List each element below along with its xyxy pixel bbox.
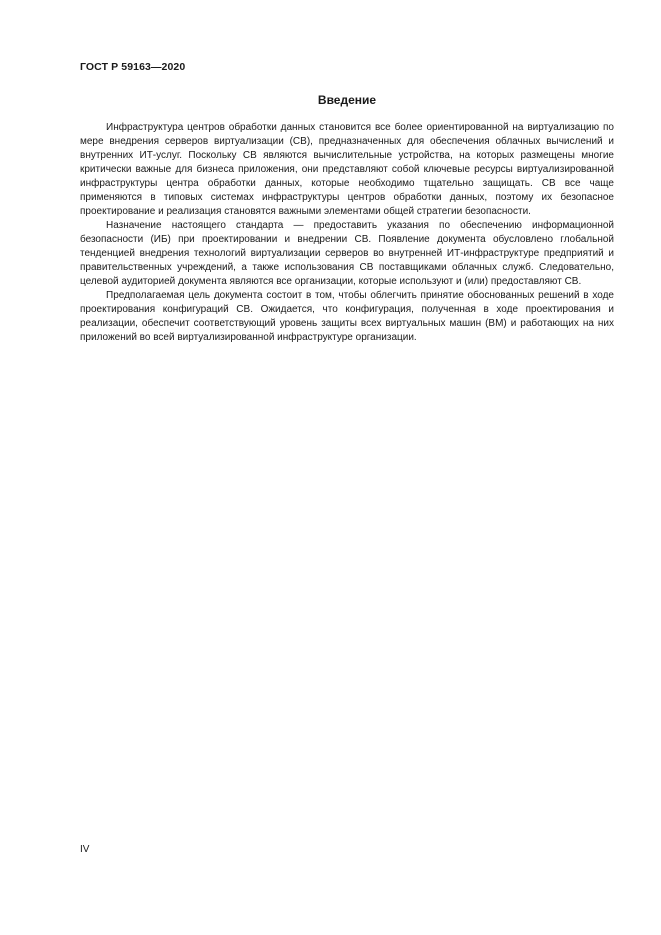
paragraph-1: Инфраструктура центров обработки данных становится все более ориентированной на виртуализацию по мере внедрения серверов виртуализации (СВ), предназначенных для обеспечения облачных вычислений и внутренних ИТ-услуг. Поскольку СВ являются вычислительные устройства, на которых размещены многие критически важные для бизнеса приложения, они представляют собой ключевые ресурсы виртуализированной инфраструктуры центра обработки данных, которые необходимо тщательно защищать. СВ все чаще применяются в типовых системах инфраструктуры центров обработки данных, поэтому их безопасное проектирование и реализация становятся важными элементами общей стратегии безопасности. [80,122,614,217]
paragraph-3: Предполагаемая цель документа состоит в том, чтобы облегчить принятие обоснованных решений в ходе проектирования конфигураций СВ. Ожидается, что конфигурация, полученная в ходе проектирования и реализации, обеспечит соответствующий уровень защиты всех виртуальных машин (ВМ) и работающих на них приложений во всей виртуализированной инфраструктуре организации. [80,290,614,343]
standard-code-header: ГОСТ Р 59163—2020 [80,61,186,73]
paragraph-2: Назначение настоящего стандарта — предоставить указания по обеспечению информационной безопасности (ИБ) при проектировании и внедрении СВ. Появление документа обусловлено глобальной тенденцией внедрения технологий виртуализации серверов во внутренней ИТ-инфраструктуре предприятий и правительственных учреждений, а также использования СВ поставщиками облачных служб. Следовательно, целевой аудиторией документа являются все организации, которые используют и (или) предоставляют СВ. [80,220,614,287]
introduction-body [80,121,614,345]
section-title: Введение [317,93,377,107]
page-number: IV [80,844,90,855]
